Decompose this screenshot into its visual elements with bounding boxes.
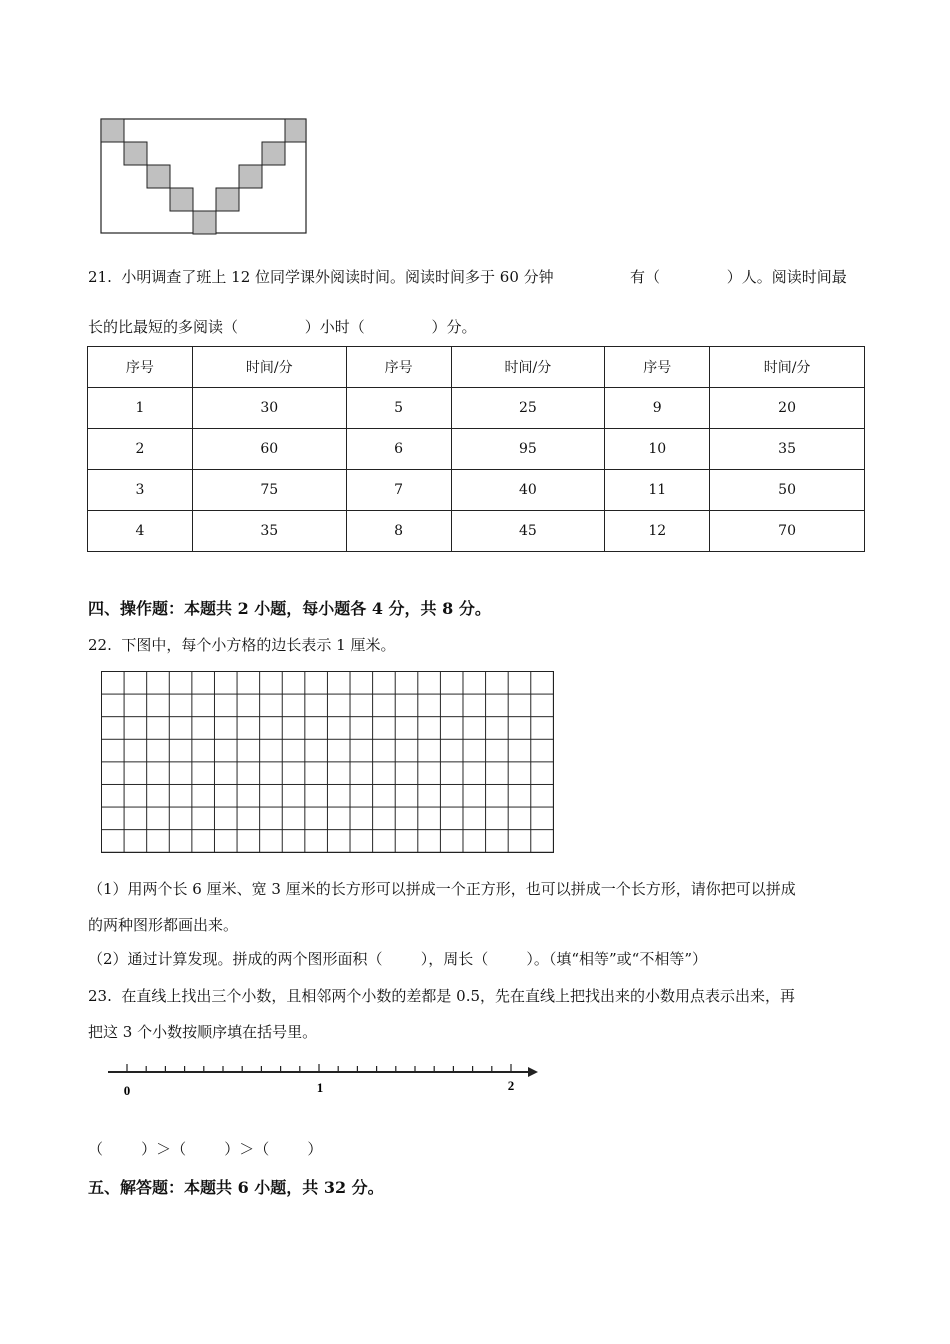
table-header-cell: 时间/分 bbox=[192, 347, 346, 388]
table-header-cell: 时间/分 bbox=[710, 347, 865, 388]
table-header-cell: 序号 bbox=[605, 347, 710, 388]
table-cell: 4 bbox=[88, 511, 193, 552]
table-cell: 95 bbox=[451, 429, 605, 470]
q23-answer-blanks[interactable]: （ ）＞（ ）＞（ ） bbox=[88, 1140, 323, 1158]
table-cell: 1 bbox=[88, 388, 193, 429]
table-cell: 70 bbox=[710, 511, 865, 552]
table-cell: 7 bbox=[346, 470, 451, 511]
table-cell: 3 bbox=[88, 470, 193, 511]
table-cell: 9 bbox=[605, 388, 710, 429]
table-header-cell: 时间/分 bbox=[451, 347, 605, 388]
tick-label-2: 2 bbox=[507, 1078, 515, 1093]
table-row bbox=[88, 388, 865, 429]
table-cell: 12 bbox=[605, 511, 710, 552]
q23-line2: 把这 3 个小数按顺序填在括号里。 bbox=[88, 1023, 318, 1041]
q21-text-line2: 长的比最短的多阅读（ ）小时（ ）分。 bbox=[88, 318, 477, 336]
table-cell: 2 bbox=[88, 429, 193, 470]
table-header-cell: 序号 bbox=[88, 347, 193, 388]
table-cell: 45 bbox=[451, 511, 605, 552]
table-cell: 50 bbox=[710, 470, 865, 511]
table-row bbox=[88, 429, 865, 470]
q23-line1: 23. 在直线上找出三个小数，且相邻两个小数的差都是 0.5，先在直线上把找出来的小数用点表示出来，再 bbox=[88, 987, 796, 1005]
q22-part1-line1: （1）用两个长 6 厘米、宽 3 厘米的长方形可以拼成一个正方形，也可以拼成一个长方形，请你把可以拼成 bbox=[88, 880, 796, 898]
table-cell: 35 bbox=[710, 429, 865, 470]
q21-text-line1: 21. 小明调查了班上 12 位同学课外阅读时间。阅读时间多于 60 分钟 bbox=[88, 268, 554, 286]
table-cell: 8 bbox=[346, 511, 451, 552]
table-cell: 6 bbox=[346, 429, 451, 470]
table-cell: 35 bbox=[192, 511, 346, 552]
table-cell: 10 bbox=[605, 429, 710, 470]
table-header-row bbox=[88, 347, 865, 388]
tick-label-0: 0 bbox=[123, 1083, 131, 1098]
table-cell: 20 bbox=[710, 388, 865, 429]
table-cell: 75 bbox=[192, 470, 346, 511]
q22-part1-line2: 的两种图形都画出来。 bbox=[88, 916, 239, 934]
table-header-cell: 序号 bbox=[346, 347, 451, 388]
table-cell: 30 bbox=[192, 388, 346, 429]
square-grid[interactable] bbox=[101, 671, 554, 853]
section-5-title: 五、解答题：本题共 6 小题，共 32 分。 bbox=[88, 1178, 384, 1197]
reading-time-table bbox=[87, 346, 865, 552]
number-line[interactable] bbox=[100, 1055, 540, 1103]
table-cell: 40 bbox=[451, 470, 605, 511]
table-row bbox=[88, 470, 865, 511]
q21-text-line1-end: 有（ ）人。阅读时间最 bbox=[630, 268, 847, 286]
table-cell: 25 bbox=[451, 388, 605, 429]
table-cell: 5 bbox=[346, 388, 451, 429]
table-cell: 60 bbox=[192, 429, 346, 470]
staircase-figure bbox=[98, 117, 310, 237]
q22-intro: 22. 下图中，每个小方格的边长表示 1 厘米。 bbox=[88, 636, 396, 654]
tick-label-1: 1 bbox=[316, 1080, 324, 1095]
table-cell: 11 bbox=[605, 470, 710, 511]
section-4-title: 四、操作题：本题共 2 小题，每小题各 4 分，共 8 分。 bbox=[88, 599, 491, 618]
table-row bbox=[88, 511, 865, 552]
q22-part2: （2）通过计算发现。拼成的两个图形面积（ ），周长（ ）。（填“相等”或“不相等”） bbox=[88, 950, 708, 968]
